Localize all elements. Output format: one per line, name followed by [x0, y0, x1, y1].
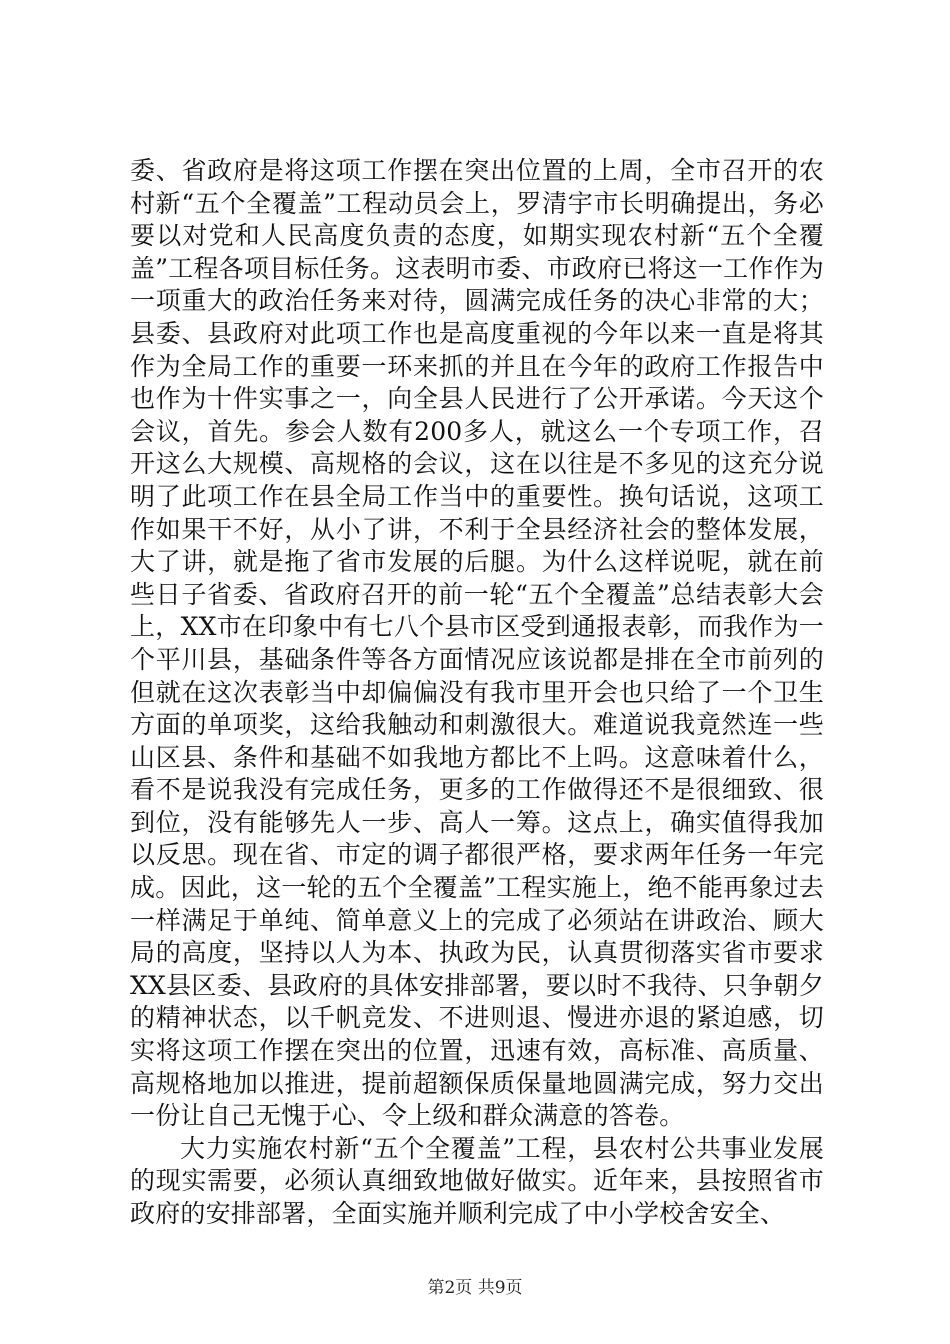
paragraph-rural-coverage: 大力实施农村新“五个全覆盖”工程，县农村公共事业发展的现实需要，必须认真细致地做好做实。近年来，县按照省市政府的安排部署，全面实施并顺利完成了中小学校舍安全、	[130, 1133, 824, 1228]
paragraph-continuation: 委、省政府是将这项工作摆在突出位置的上周，全市召开的农村新“五个全覆盖”工程动员会上，罗清宇市长明确提出，务必要以对党和人民高度负责的态度，如期实现农村新“五个全覆盖”工程各项目标任务。这表明市委、市政府已将这一工作作为一项重大的政治任务来对待，圆满完成任务的决心非常的大；县委、县政府对此项工作也是高度重视的今年以来一直是将其作为全局工作的重要一环来抓的并且在今年的政府工作报告中也作为十件实事之一，向全县人民进行了公开承诺。今天这个会议，首先。参会人数有200多人，就这么一个专项工作，召开这么大规模、高规格的会议，这在以往是不多见的这充分说明了此项工作在县全局工作当中的重要性。换句话说，这项工作如果干不好，从小了讲，不利于全县经济社会的整体发展，大了讲，就是拖了省市发展的后腿。为什么这样说呢，就在前些日子省委、省政府召开的前一轮“五个全覆盖”总结表彰大会上，XX市在印象中有七八个县市区受到通报表彰，而我作为一个平川县，基础条件等各方面情况应该说都是排在全市前列的但就在这次表彰当中却偏偏没有我市里开会也只给了一个卫生方面的单项奖，这给我触动和刺激很大。难道说我竟然连一些山区县、条件和基础不如我地方都比不上吗。这意味着什么，看不是说我没有完成任务，更多的工作做得还不是很细致、很到位，没有能够先人一步、高人一筹。这点上，确实值得我加以反思。现在省、市定的调子都很严格，要求两年任务一年完成。因此，这一轮的五个全覆盖”工程实施上，绝不能再象过去一样满足于单纯、简单意义上的完成了必须站在讲政治、顾大局的高度，坚持以人为本、执政为民，认真贯彻落实省市要求XX县区委、县政府的具体安排部署，要以时不我待、只争朝夕的精神状态，以千帆竞发、不进则退、慢进亦退的紧迫感，切实将这项工作摆在突出的位置，迅速有效，高标准、高质量、高规格地加以推进，提前超额保质保量地圆满完成，努力交出一份让自己无愧于心、令上级和群众满意的答卷。	[130, 156, 824, 1131]
page-number-footer: 第2页 共9页	[427, 1278, 523, 1298]
document-body	[130, 155, 824, 1231]
